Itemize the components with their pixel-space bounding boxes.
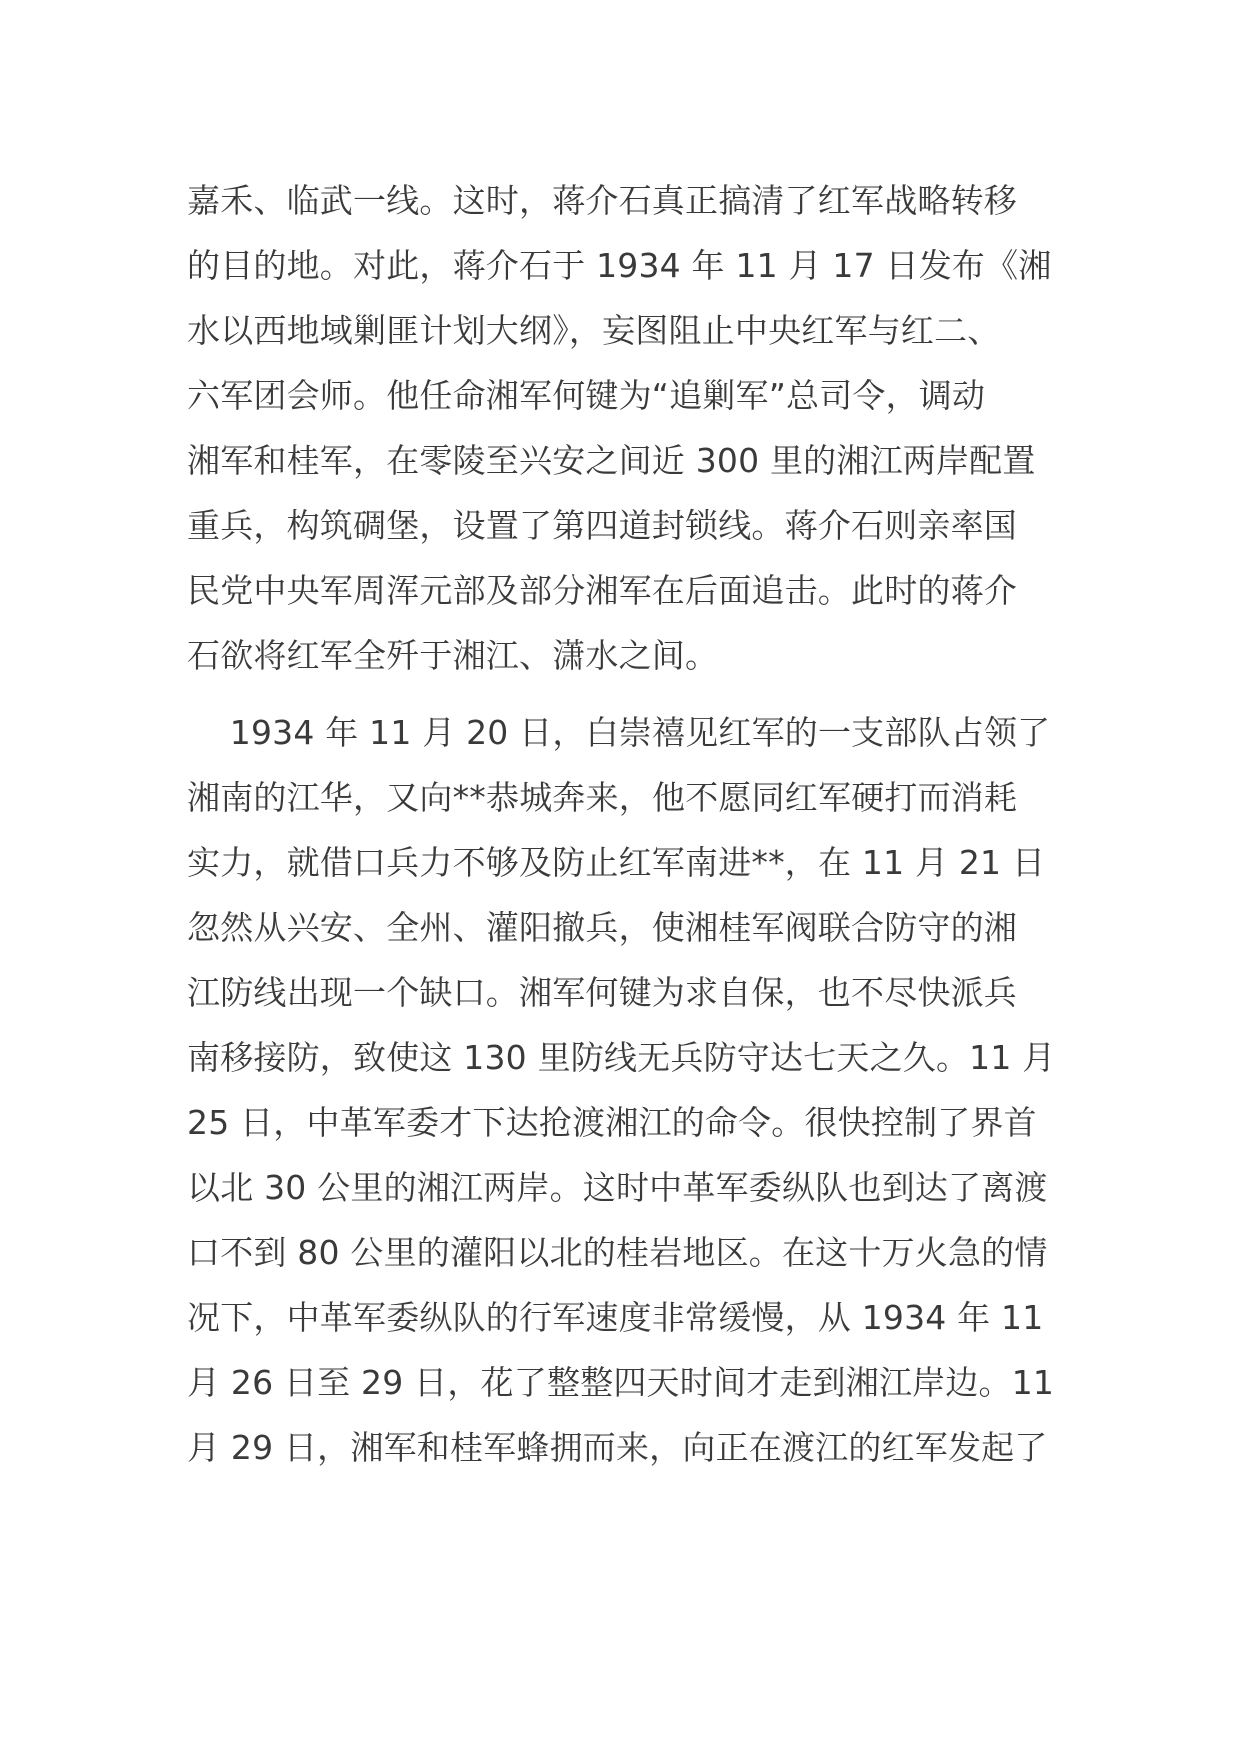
- text-line: 的目的地。对此，蒋介石于 1934 年 11 月 17 日发布《湘: [187, 246, 1052, 285]
- text-line: 忽然从兴安、全州、灌阳撤兵，使湘桂军阀联合防守的湘: [187, 908, 1017, 947]
- text-line: 1934 年 11 月 20 日，白崇禧见红军的一支部队占领了: [187, 713, 1051, 752]
- text-line: 嘉禾、临武一线。这时，蒋介石真正搞清了红军战略转移: [187, 181, 1017, 220]
- text-line: 水以西地域剿匪计划大纲》，妄图阻止中央红军与红二、: [187, 311, 1001, 350]
- paragraph-1: [187, 168, 1057, 688]
- paragraph-2: [187, 700, 1057, 1480]
- text-line: 江防线出现一个缺口。湘军何键为求自保，也不尽快派兵: [187, 973, 1017, 1012]
- text-line: 以北 30 公里的湘江两岸。这时中革军委纵队也到达了离渡: [187, 1168, 1048, 1207]
- text-line: 重兵，构筑碉堡，设置了第四道封锁线。蒋介石则亲率国: [187, 506, 1017, 545]
- text-line: 25 日，中革军委才下达抢渡湘江的命令。很快控制了界首: [187, 1103, 1037, 1142]
- text-line: 湘军和桂军，在零陵至兴安之间近 300 里的湘江两岸配置: [187, 441, 1036, 480]
- text-line: 湘南的江华，又向**恭城奔来，他不愿同红军硬打而消耗: [187, 778, 1018, 817]
- text-line: 南移接防，致使这 130 里防线无兵防守达七天之久。11 月: [187, 1038, 1056, 1077]
- text-line: 民党中央军周浑元部及部分湘军在后面追击。此时的蒋介: [187, 571, 1017, 610]
- text-line: 月 29 日，湘军和桂军蜂拥而来，向正在渡江的红军发起了: [187, 1428, 1048, 1467]
- text-line: 况下，中革军委纵队的行军速度非常缓慢，从 1934 年 11: [187, 1298, 1044, 1337]
- text-line: 石欲将红军全歼于湘江、潇水之间。: [187, 636, 719, 675]
- text-line: 月 26 日至 29 日，花了整整四天时间才走到湘江岸边。11: [187, 1363, 1055, 1402]
- text-line: 实力，就借口兵力不够及防止红军南进**，在 11 月 21 日: [187, 843, 1046, 882]
- text-line: 口不到 80 公里的灌阳以北的桂岩地区。在这十万火急的情: [187, 1233, 1048, 1272]
- text-line: 六军团会师。他任命湘军何键为“追剿军”总司令，调动: [187, 376, 986, 415]
